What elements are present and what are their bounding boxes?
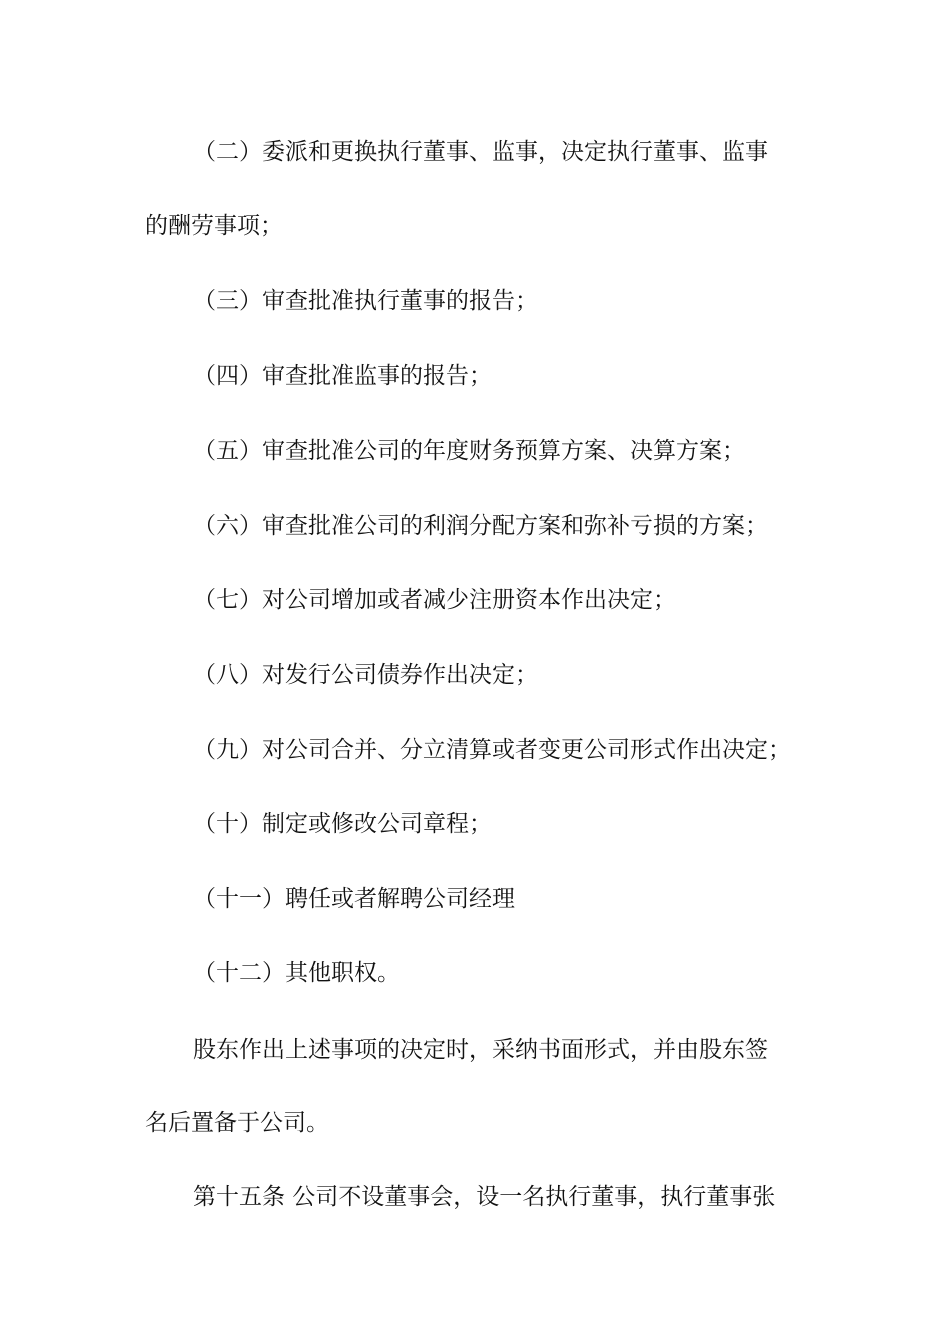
article-15-line-1: 第十五条 公司不设董事会，设一名执行董事，执行董事张: [193, 1184, 776, 1210]
paragraph-decision-line-2: 名后置备于公司。: [145, 1110, 329, 1136]
clause-8: （八）对发行公司债券作出决定；: [193, 662, 538, 688]
paragraph-decision-line-1: 股东作出上述事项的决定时，采纳书面形式，并由股东签: [193, 1037, 768, 1063]
clause-5: （五）审查批准公司的年度财务预算方案、决算方案；: [193, 438, 745, 464]
clause-9: （九）对公司合并、分立清算或者变更公司形式作出决定；: [193, 737, 791, 763]
clause-2-line-1: （二）委派和更换执行董事、监事，决定执行董事、监事: [193, 139, 768, 165]
clause-3: （三）审查批准执行董事的报告；: [193, 288, 538, 314]
clause-6: （六）审查批准公司的利润分配方案和弥补亏损的方案；: [193, 513, 768, 539]
clause-4: （四）审查批准监事的报告；: [193, 363, 492, 389]
clause-7: （七）对公司增加或者减少注册资本作出决定；: [193, 587, 676, 613]
clause-2-line-2: 的酬劳事项；: [145, 213, 283, 239]
clause-10: （十）制定或修改公司章程；: [193, 811, 492, 837]
clause-12: （十二）其他职权。: [193, 960, 400, 986]
clause-11: （十一）聘任或者解聘公司经理: [193, 886, 515, 912]
